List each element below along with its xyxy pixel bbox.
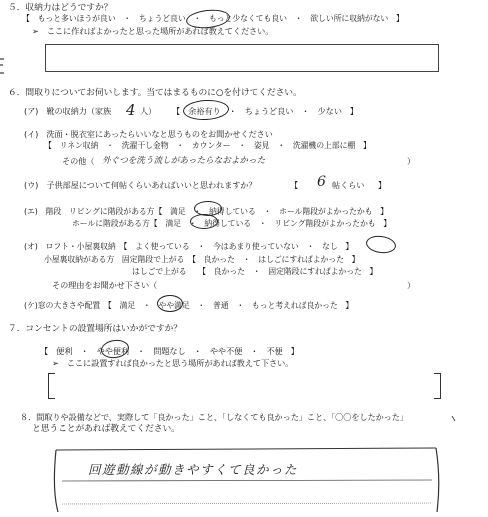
q6a-handwritten-count: 4 bbox=[126, 101, 136, 119]
q6i-other-label: その他（ bbox=[62, 156, 95, 166]
q8-line1: ８．間取りや設備などで、実際して「良かった」こと、「しなくても良かった」こと、「〇〇をしたかった」 bbox=[20, 412, 408, 422]
q6o-line4-end: ） bbox=[407, 280, 416, 290]
q8-line2: と思うことがあれば教えてください。 bbox=[32, 424, 180, 434]
q6o-line4-label: その理由をお聞かせ下さい（ bbox=[52, 280, 158, 290]
q5-prompt: ➢ ここに作ればよかったと思った場所があれば教えてください。 bbox=[32, 26, 274, 36]
scan-artifact bbox=[0, 72, 4, 74]
q6u-unit: 帖くらい bbox=[332, 180, 365, 190]
q6u-handwritten: 6 bbox=[317, 174, 326, 190]
q6a-label: (ア) 靴の収納力（家族 bbox=[24, 106, 112, 116]
q6e-line1: (エ) 階段 リビングに階段がある方【 満足 ・ 納得している ・ ホール階段がよかったかも 】 bbox=[24, 207, 389, 216]
q7-title: ７．コンセントの設置場所はいかがですか？ bbox=[8, 324, 182, 334]
q6o-line1: (オ) ロフト・小屋裏収納 【 よく使っている ・ 今はあまり使っていない ・ なし 】 bbox=[24, 242, 354, 251]
q6u-open: 【 bbox=[290, 180, 299, 190]
q6a-options: 【 余裕有り ・ ちょうど良い ・ 少ない 】 bbox=[172, 106, 359, 116]
q6a-label-end: 人） bbox=[140, 106, 157, 116]
q6ke-label: (ケ)窓の大きさや配置 【 満足 ・ やや満足 ・ 普通 ・ もっと考えれば良かった 】 bbox=[24, 301, 354, 310]
q7-prompt: ➢ ここに設置すれば良かったと思う場所があれば教えて下さい。 bbox=[52, 358, 294, 368]
q6i-other-end: ） bbox=[407, 156, 416, 166]
q5-title: ５．収納力はどうですか？ bbox=[8, 3, 113, 13]
q6i-other-handwritten: 外ぐつを洗う流しがあったらなおよかった bbox=[102, 156, 266, 166]
q6e2-circle-manzoku bbox=[190, 214, 218, 229]
q6e-line2: ホールに階段がある方【 満足 ・ 納得している ・ リビング階段がよかったかも 】 bbox=[72, 219, 392, 228]
q8-handwritten-answer: 回遊動線が動きやすくて良かった bbox=[88, 462, 299, 477]
q6ke-circle-yaya-manzoku bbox=[157, 295, 183, 312]
q6i-label: (イ) 洗面・脱衣室にあったらいいなと思うものをお聞かせください bbox=[24, 129, 273, 139]
q6i-options: 【 リネン収納 ・ 洗濯干し金物 ・ カウンター ・ 姿見 ・ 洗濯機の上部に棚 】 bbox=[44, 141, 371, 150]
q6-title: ６．間取りについてお伺いします。当てはまるものに○を付けてください。 bbox=[8, 88, 302, 98]
scan-artifact bbox=[0, 58, 4, 60]
q6u-close: 】 bbox=[378, 180, 387, 190]
q6o-line3: はしごで上がる 【 良かった ・ 固定階段にすればよかった 】 bbox=[132, 267, 378, 276]
q7-options: 【 便利 ・ やや便利 ・ 問題なし ・ やや不便 ・ 不便 】 bbox=[40, 346, 299, 356]
scan-artifact bbox=[0, 64, 3, 66]
q6u-label: (ウ) 子供部屋について何帖くらいあればいいと思われますか？ bbox=[24, 180, 257, 190]
q6o-line2: 小屋裏収納がある方 固定階段で上がる 【 良かった ・ はしごにすればよかった 】 bbox=[44, 255, 360, 264]
q5-options: 【 もっと多いほうが良い ・ ちょうど良い ・ もっと少なくても良い ・ 欲しい所に収納がない 】 bbox=[22, 14, 404, 23]
